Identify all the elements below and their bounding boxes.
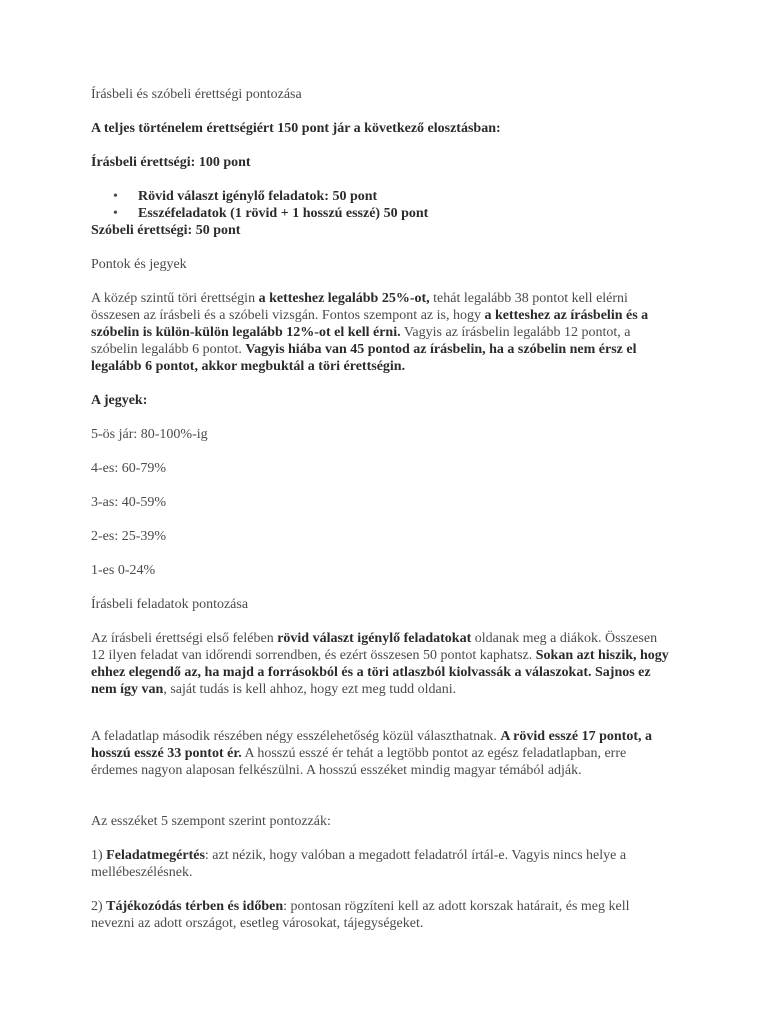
grade-line-5: 5-ös jár: 80-100%-ig bbox=[91, 427, 208, 442]
criterion-text: : pontosan rögzíteni kell az adott korszak határait, és meg kell nevezni az adott országot, esetleg városokat, tájegységeket. bbox=[91, 899, 630, 931]
text-run: oldanak meg a diákok. Összesen 12 ilyen feladat van időrendi sorrendben, és ezért összesen 50 pontot kaphatsz. bbox=[91, 631, 658, 663]
text-run: A feladatlap második részében négy esszélehetőség közül választhatnak. bbox=[91, 729, 501, 744]
written-exam-heading-text: Írásbeli érettségi: 100 pont bbox=[91, 155, 251, 170]
bold-run: a ketteshez az írásbelin és a szóbelin is külön-külön legalább 12%-ot el kell érni. bbox=[91, 308, 649, 340]
criterion-title: Tájékozódás térben és időben bbox=[106, 899, 284, 914]
grades-heading-text: A jegyek: bbox=[91, 393, 148, 408]
criterion-1 bbox=[91, 847, 671, 881]
bold-run: a ketteshez legalább 25%-ot, bbox=[258, 291, 430, 306]
document-title: Írásbeli és szóbeli érettségi pontozása bbox=[91, 87, 302, 102]
grade-line-2: 2-es: 25-39% bbox=[91, 529, 167, 544]
criterion-text: : azt nézik, hogy valóban a megadott feladatról írtál-e. Vagyis nincs helye a mellébeszélésnek. bbox=[91, 848, 627, 880]
grades-heading bbox=[91, 392, 671, 409]
bullet-icon: • bbox=[113, 189, 118, 204]
list-item-text: Rövid választ igénylő feladatok: 50 pont bbox=[138, 189, 378, 204]
list-item bbox=[91, 188, 671, 205]
list-item bbox=[91, 205, 671, 222]
points-bullet-list bbox=[91, 188, 671, 222]
list-item-text: Esszéfeladatok (1 rövid + 1 hosszú esszé) 50 pont bbox=[138, 206, 429, 221]
paragraph-short-answer bbox=[91, 630, 671, 698]
criterion-number: 2) bbox=[91, 899, 107, 914]
text-run: Az írásbeli érettségi első felében bbox=[91, 631, 278, 646]
grade-line-3: 3-as: 40-59% bbox=[91, 495, 167, 510]
oral-exam-heading bbox=[91, 222, 671, 239]
section-heading-points: Pontok és jegyek bbox=[91, 257, 187, 272]
criterion-title: Feladatmegértés bbox=[106, 848, 205, 863]
text-run: Vagyis az írásbelin legalább 12 pontot, a szóbelin legalább 6 pontot. bbox=[91, 325, 631, 357]
bold-run: Vagyis hiába van 45 pontod az írásbelin, ha a szóbelin nem érsz el legalább 6 pontot, akkor megbuktál a töri érettségin. bbox=[91, 342, 637, 374]
bold-run: rövid választ igénylő feladatokat bbox=[277, 631, 472, 646]
text-run: , saját tudás is kell ahhoz, hogy ezt meg tudd oldani. bbox=[163, 682, 457, 697]
written-exam-heading bbox=[91, 154, 671, 171]
bullet-icon: • bbox=[113, 206, 118, 221]
intro-paragraph bbox=[91, 120, 671, 137]
bold-run: Sokan azt hiszik, hogy ehhez elegendő az, ha majd a forrásokból és a töri atlaszból kiolvassák a válaszokat. Sajnos ez nem így van bbox=[91, 648, 669, 697]
section-heading-written-scoring: Írásbeli feladatok pontozása bbox=[91, 597, 249, 612]
paragraph-pass-requirements bbox=[91, 290, 671, 375]
criterion-2 bbox=[91, 898, 671, 932]
essay-criteria-intro: Az esszéket 5 szempont szerint pontozzák: bbox=[91, 814, 331, 829]
oral-exam-heading-text: Szóbeli érettségi: 50 pont bbox=[91, 223, 241, 238]
intro-bold-text: A teljes történelem érettségiért 150 pont jár a következő elosztásban: bbox=[91, 121, 501, 136]
criterion-number: 1) bbox=[91, 848, 107, 863]
text-run: tehát legalább 38 pontot kell elérni összesen az írásbeli és a szóbeli vizsgán. Fontos szempont az is, hogy bbox=[91, 291, 628, 323]
text-run: A hosszú esszé ér tehát a legtöbb pontot az egész feladatlapban, erre érdemes nagyon alaposan felkészülni. A hosszú esszéket mindig magyar témából adják. bbox=[91, 746, 627, 778]
bold-run: A rövid esszé 17 pontot, a hosszú esszé 33 pontot ér. bbox=[91, 729, 653, 761]
grade-line-1: 1-es 0-24% bbox=[91, 563, 156, 578]
text-run: A közép szintű töri érettségin bbox=[91, 291, 259, 306]
paragraph-essays bbox=[91, 728, 671, 779]
grade-line-4: 4-es: 60-79% bbox=[91, 461, 167, 476]
